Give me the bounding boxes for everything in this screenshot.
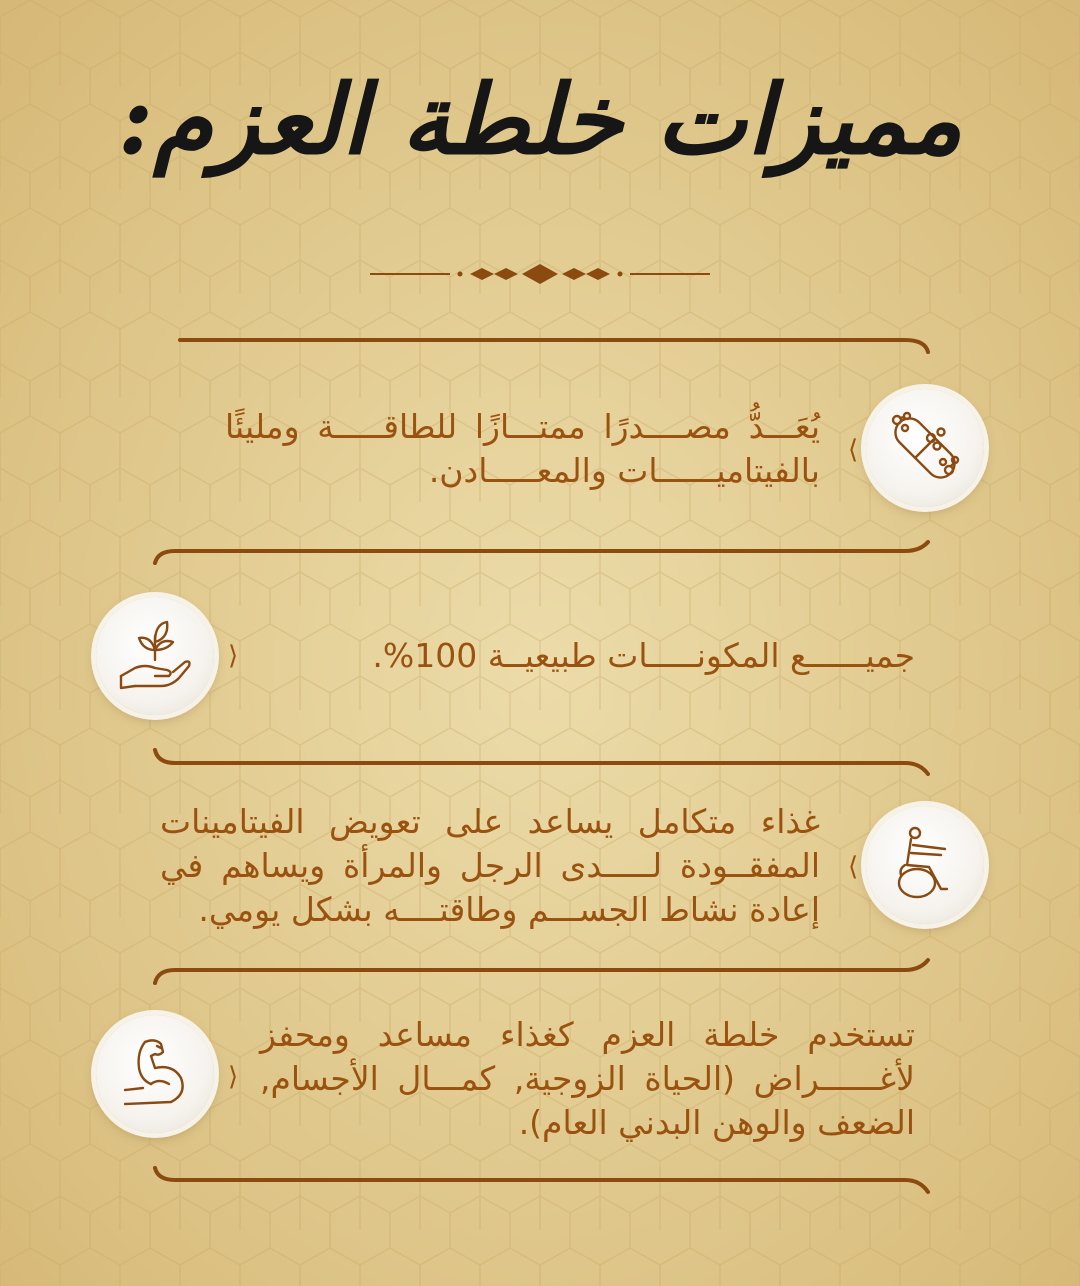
exercise-ball-person-icon (885, 825, 965, 905)
feature-3-icon-circle (866, 806, 984, 924)
page-title: مميزات خلطة العزم: (117, 63, 963, 176)
feature-3-text: غذاء متكامل يساعد على تعويض الفيتامينات المفقــودة لـــــدى الرجل والمرأة ويساهم في إعادة نشاط الجســـم وطاقتــــه بشكل يومي. (160, 802, 820, 929)
feature-2-icon-circle (96, 597, 214, 715)
feature-2-text: جميــــــع المكونـــــات طبيعيــة 100%. (372, 636, 915, 675)
hand-plant-icon (115, 616, 195, 696)
flexed-arm-icon (115, 1034, 195, 1114)
feature-4-text: تستخدم خلطة العزم كغذاء مساعد ومحفز لأغــــــراض (الحياة الزوجية, كمـــال الأجسام, الضعف والوهن البدني العام). (260, 1015, 915, 1142)
feature-2-bullet: ⟩ (228, 641, 239, 671)
capsule-molecule-icon (885, 408, 965, 488)
feature-1-bullet: ⟨ (848, 435, 859, 465)
feature-1-text: يُعَـــدُّ مصــــدرًا ممتـــازًا للطاقـــــة ومليئًا بالفيتاميــــــات والمعـــــادن. (225, 407, 820, 490)
feature-4-bullet: ⟩ (228, 1062, 239, 1092)
feature-4-icon-circle (96, 1015, 214, 1133)
feature-3-bullet: ⟨ (848, 852, 859, 882)
feature-1-icon-circle (866, 389, 984, 507)
